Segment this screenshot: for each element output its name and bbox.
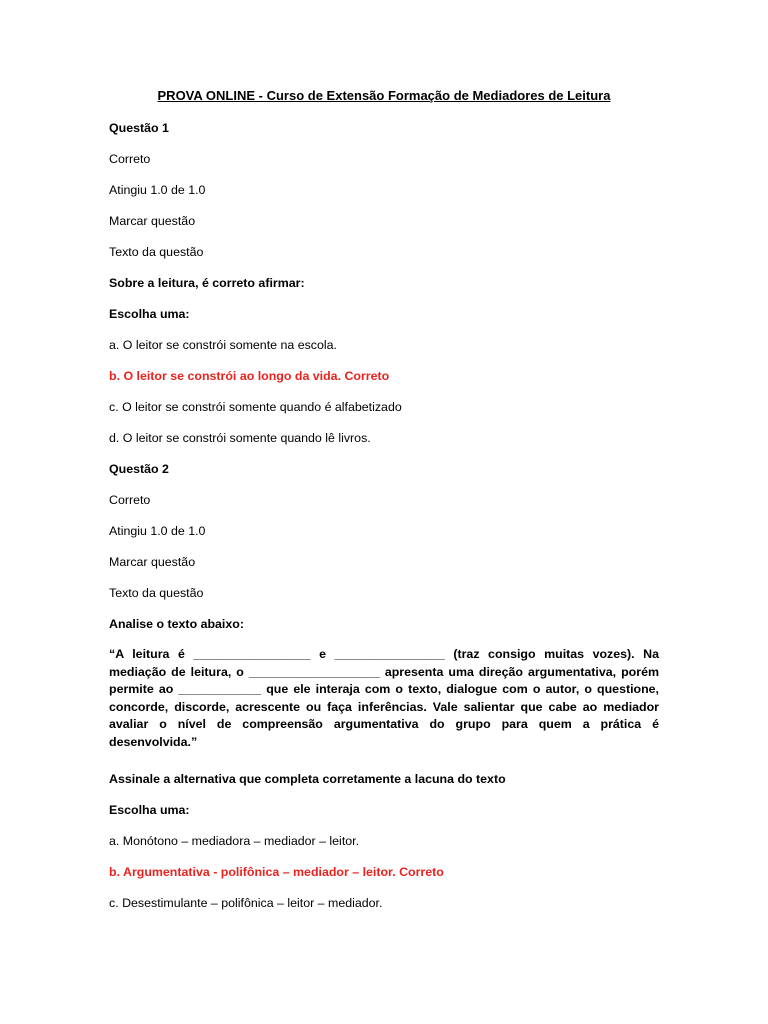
q2-option-b: b. Argumentativa - polifônica – mediador – leitor. Correto [109, 865, 444, 879]
q1-prompt: Sobre a leitura, é correto afirmar: [109, 276, 305, 290]
q1-option-d: d. O leitor se constrói somente quando lê livros. [109, 431, 371, 445]
q1-text-label: Texto da questão [109, 245, 204, 259]
q1-heading: Questão 1 [109, 121, 169, 135]
q2-status: Correto [109, 493, 151, 507]
q1-choose: Escolha uma: [109, 307, 190, 321]
q2-option-c: c. Desestimulante – polifônica – leitor – mediador. [109, 896, 383, 910]
q1-flag: Marcar questão [109, 214, 196, 228]
quote-line: concorde, discorde, acrescente ou faça inferências. Vale salientar que cabe ao mediador [109, 699, 659, 714]
quote-line: desenvolvida.” [109, 734, 198, 749]
q2-text-label: Texto da questão [109, 586, 204, 600]
q2-quote [109, 646, 659, 751]
q1-status: Correto [109, 152, 151, 166]
q2-option-a: a. Monótono – mediadora – mediador – leitor. [109, 834, 360, 848]
quote-line: permite ao ____________ que ele interaja com o texto, dialogue com o autor, o questione, [109, 682, 659, 696]
q2-choose: Escolha uma: [109, 803, 190, 817]
q1-score: Atingiu 1.0 de 1.0 [109, 183, 206, 197]
q1-option-a: a. O leitor se constrói somente na escola. [109, 338, 337, 352]
q2-score: Atingiu 1.0 de 1.0 [109, 524, 206, 538]
q2-prompt: Analise o texto abaixo: [109, 617, 244, 631]
title-prefix: PROVA ONLINE [157, 88, 256, 103]
q2-instruction: Assinale a alternativa que completa corretamente a lacuna do texto [109, 772, 506, 786]
q1-option-c: c. O leitor se constrói somente quando é alfabetizado [109, 400, 402, 414]
title-rest: - Curso de Extensão Formação de Mediadores de Leitura [255, 88, 611, 103]
document-title [109, 88, 659, 104]
quote-line: “A leitura é _________________ e ________________ (traz consigo muitas vozes). Na [109, 647, 659, 661]
quote-line: mediação de leitura, o ___________________ apresenta uma direção argumentativa, porém [109, 664, 659, 679]
quote-line: avaliar o nível de compreensão argumentativa do grupo para quem a prática é [109, 717, 659, 731]
q2-heading: Questão 2 [109, 462, 169, 476]
q2-flag: Marcar questão [109, 555, 196, 569]
q1-option-b: b. O leitor se constrói ao longo da vida. Correto [109, 369, 390, 383]
